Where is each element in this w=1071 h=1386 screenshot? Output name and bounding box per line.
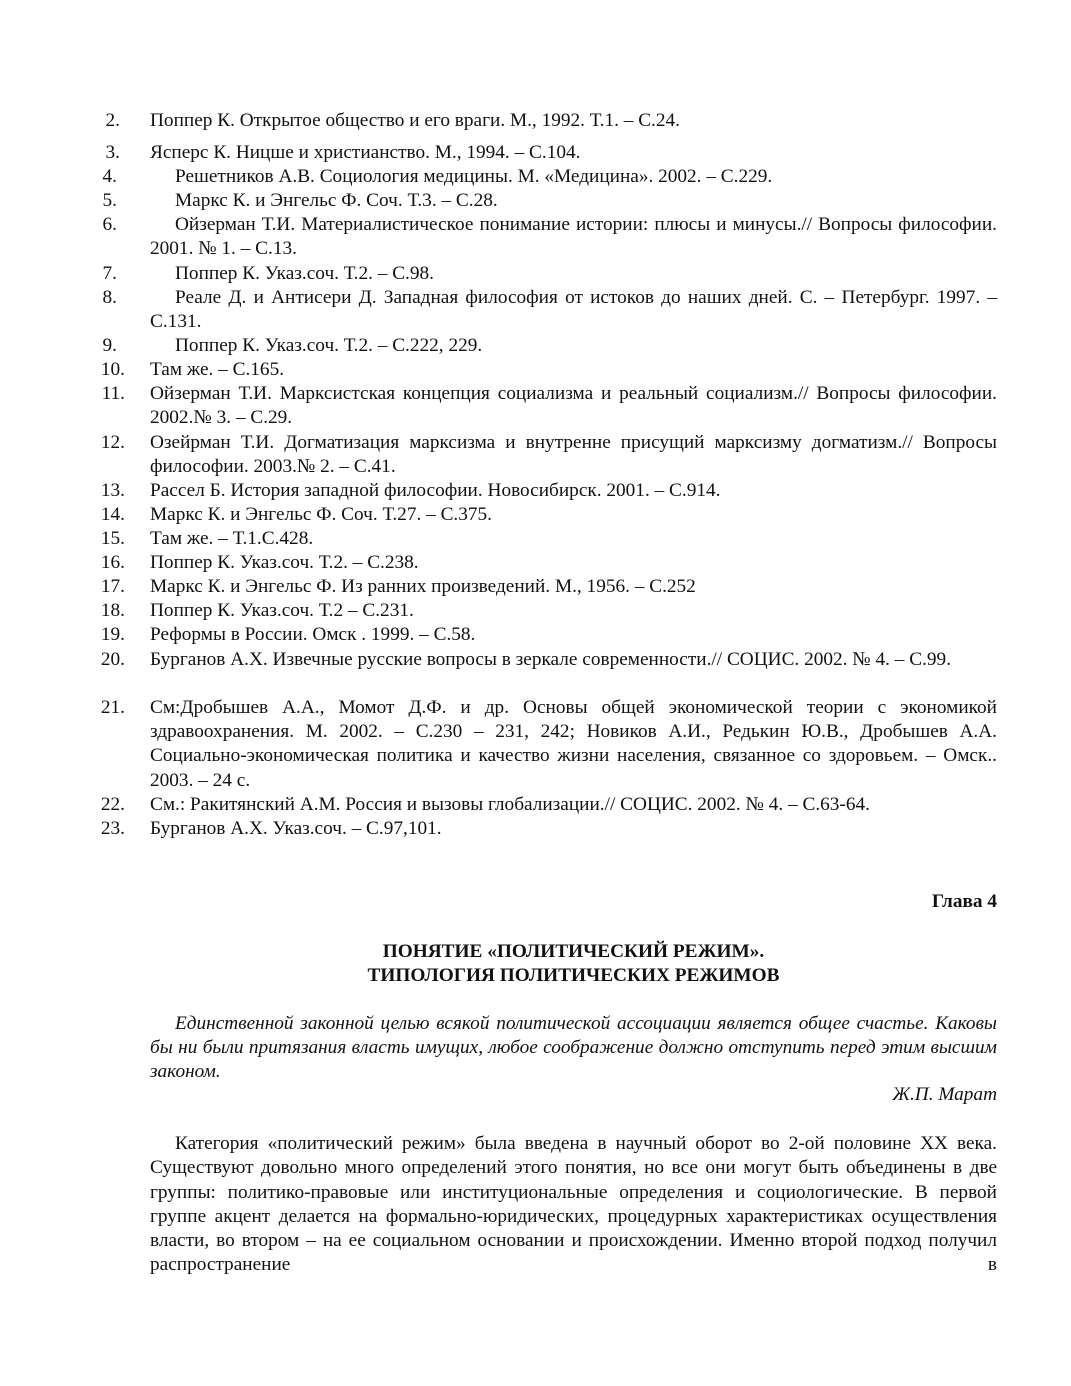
reference-item (100, 575, 997, 599)
reference-number: 12. (100, 432, 125, 453)
body-paragraph: Категория «политический режим» была введена в научный оборот во 2-ой половине XX века. Существуют довольно много определений этого понятия, но все они могут быть объединены в две группы: политико-правовые или институциональные определения и социологические. В первой группе акцент делается на формально-юридических, процедурных характеристиках осуществления власти, во втором – на ее социальном основании и происхождении. Именно второй подход получил распространение в (150, 1133, 997, 1276)
reference-text: Маркс К. и Энгельс Ф. Из ранних произведений. М., 1956. – С.252 (150, 576, 696, 597)
reference-text: Решетников А.В. Социология медицины. М. «Медицина». 2002. – С.229. (175, 166, 773, 187)
reference-text: Бурганов А.Х. Извечные русские вопросы в зеркале современности.// СОЦИС. 2002. № 4. – С.99. (150, 649, 952, 670)
reference-number: 23. (100, 818, 125, 839)
reference-number: 2. (105, 110, 120, 131)
reference-item (100, 358, 997, 382)
reference-number: 15. (100, 528, 125, 549)
reference-text: Ойзерман Т.И. Марксистская концепция социализма и реальный социализм.// Вопросы философии. 2002.№ 3. – С.29. (150, 383, 997, 429)
reference-number: 6. (102, 214, 117, 235)
reference-number: 13. (100, 480, 125, 501)
epigraph-author: Ж.П. Марат (892, 1084, 997, 1105)
reference-text: Реформы в России. Омск . 1999. – С.58. (150, 624, 476, 645)
reference-number: 10. (100, 359, 125, 380)
reference-item (100, 817, 997, 841)
reference-text: Бурганов А.Х. Указ.соч. – С.97,101. (150, 818, 442, 839)
reference-text: См.: Ракитянский А.М. Россия и вызовы глобализации.// СОЦИС. 2002. № 4. – С.63-64. (150, 794, 870, 815)
reference-number: 11. (101, 383, 125, 404)
reference-item (101, 382, 997, 430)
reference-number: 5. (102, 190, 117, 211)
epigraph: Единственной законной целью всякой политической ассоциации является общее счастье. Каковы бы ни были притязания власть имущих, любое соображение должно отступить перед этим высшим законом. (150, 1013, 997, 1082)
chapter-label: Глава 4 (931, 891, 997, 912)
reference-item (102, 189, 997, 213)
reference-text: Поппер К. Указ.соч. Т.2. – С.222, 229. (175, 335, 483, 356)
reference-number: 9. (102, 335, 117, 356)
reference-text: Озейрман Т.И. Догматизация марксизма и внутренне присущий марксизму догматизм.// Вопросы философии. 2003.№ 2. – С.41. (150, 432, 997, 478)
reference-number: 18. (100, 600, 125, 621)
reference-text: Маркс К. и Энгельс Ф. Соч. Т.27. – С.375. (150, 504, 492, 525)
reference-number: 14. (100, 504, 125, 525)
reference-item (100, 431, 997, 479)
reference-item (100, 793, 997, 817)
reference-item (102, 165, 997, 189)
reference-number: 20. (100, 649, 125, 670)
reference-item (100, 623, 997, 647)
reference-item (102, 334, 997, 358)
reference-number: 21. (100, 697, 125, 718)
reference-item (102, 262, 997, 286)
reference-item (102, 213, 997, 261)
reference-number: 8. (102, 287, 117, 308)
reference-number: 7. (102, 263, 117, 284)
reference-number: 19. (100, 624, 125, 645)
chapter-title (150, 940, 997, 988)
reference-item (100, 551, 997, 575)
chapter-title-line: ТИПОЛОГИЯ ПОЛИТИЧЕСКИХ РЕЖИМОВ (367, 965, 780, 986)
reference-text: Поппер К. Открытое общество и его враги. М., 1992. Т.1. – С.24. (150, 110, 680, 131)
reference-text: См:Дробышев А.А., Момот Д.Ф. и др. Основы общей экономической теории с экономикой здравоохранения. М. 2002. – С.230 – 231, 242; Новиков А.И., Редькин Ю.В., Дробышев А.А. Социально-экономическая политика и качество жизни населения, связанное со здоровьем. – Омск.. 2003. – 24 с. (150, 697, 997, 791)
reference-number: 22. (100, 794, 125, 815)
reference-text: Поппер К. Указ.соч. Т.2. – С.98. (175, 263, 434, 284)
chapter-title-line: ПОНЯТИЕ «ПОЛИТИЧЕСКИЙ РЕЖИМ». (382, 941, 765, 962)
reference-item (100, 696, 997, 793)
reference-item (100, 503, 997, 527)
reference-item (105, 109, 997, 133)
reference-item (100, 527, 997, 551)
reference-text: Там же. – С.165. (150, 359, 285, 380)
reference-number: 16. (100, 552, 125, 573)
reference-text: Ясперс К. Ницше и христианство. М., 1994. – С.104. (150, 142, 581, 163)
reference-number: 4. (102, 166, 117, 187)
reference-text: Там же. – Т.1.С.428. (150, 528, 314, 549)
reference-item (105, 141, 997, 165)
reference-item (100, 479, 997, 503)
reference-text: Поппер К. Указ.соч. Т.2 – С.231. (150, 600, 414, 621)
reference-text: Поппер К. Указ.соч. Т.2. – С.238. (150, 552, 419, 573)
reference-number: 17. (100, 576, 125, 597)
reference-item (100, 599, 997, 623)
reference-text: Ойзерман Т.И. Материалистическое понимание истории: плюсы и минусы.// Вопросы философии. 2001. № 1. – С.13. (150, 214, 997, 260)
reference-text: Рассел Б. История западной философии. Новосибирск. 2001. – С.914. (150, 480, 721, 501)
reference-number: 3. (105, 142, 120, 163)
reference-item (100, 648, 997, 672)
reference-item (102, 286, 997, 334)
reference-text: Маркс К. и Энгельс Ф. Соч. Т.3. – С.28. (175, 190, 498, 211)
reference-text: Реале Д. и Антисери Д. Западная философия от истоков до наших дней. С. – Петербург. 1997. – С.131. (150, 287, 997, 333)
